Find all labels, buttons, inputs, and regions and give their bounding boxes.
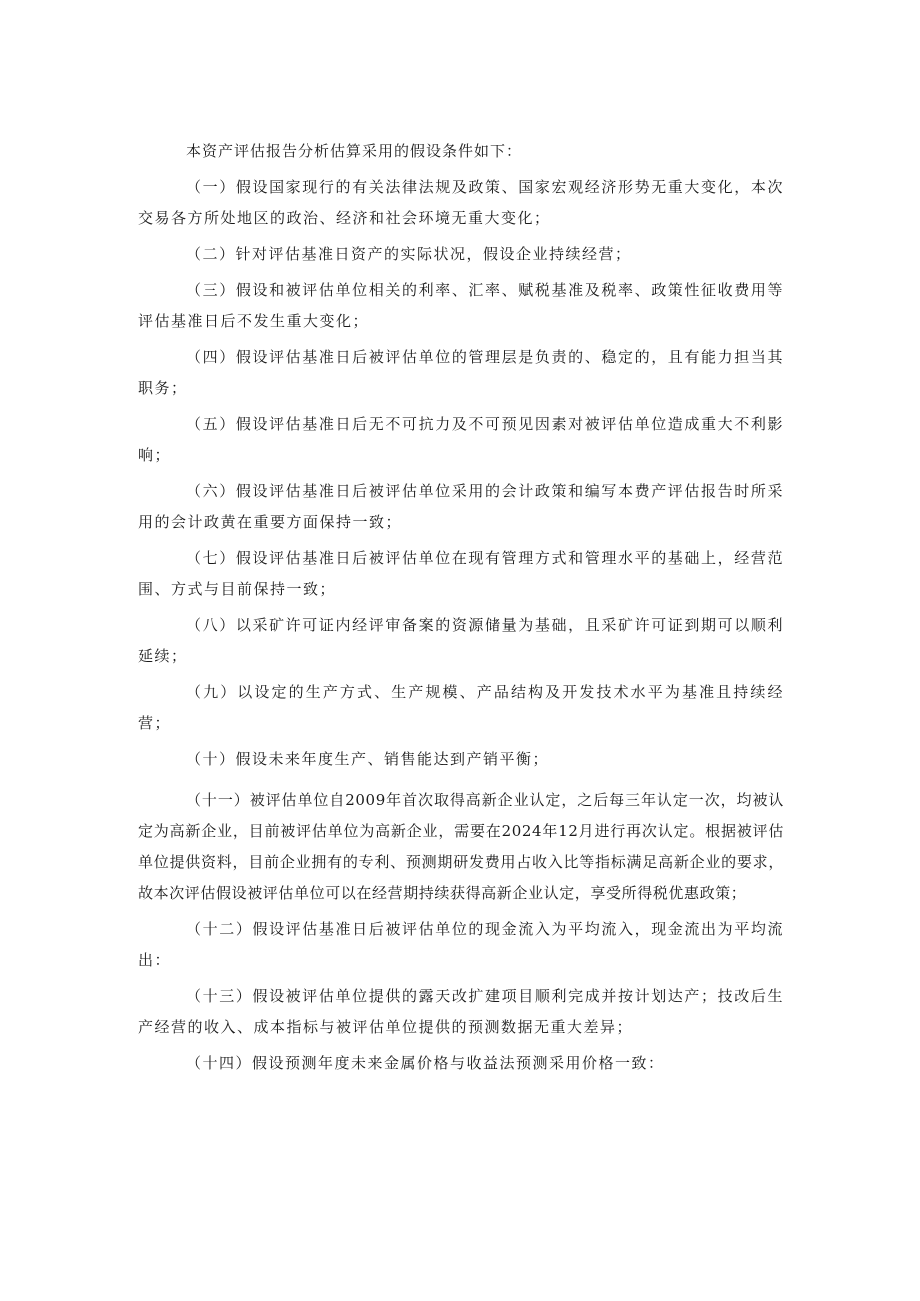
assumption-clause-5: （五）假设评估基准日后无不可抗力及不可预见因素对被评估单位造成重大不利影响； — [138, 415, 784, 464]
assumption-clause-3: （三）假设和被评估单位相关的利率、汇率、赋税基准及税率、政策性征收费用等评估基准日后不发生重大变化； — [138, 281, 784, 330]
assumption-clause-6: （六）假设评估基准日后被评估单位采用的会计政策和编写本费产评估报告时所采用的会计政黄在重要方面保持一致； — [138, 482, 784, 531]
assumption-clause-12: （十二）假设评估基准日后被评估单位的现金流入为平均流入，现金流出为平均流出： — [138, 920, 784, 969]
assumption-clause-10: （十）假设未来年度生产、销售能达到产销平衡； — [186, 750, 550, 768]
assumption-clause-14: （十四）假设预测年度未来金属价格与收益法预测采用价格一致： — [186, 1054, 665, 1072]
assumption-clause-2: （二）针对评估基准日资产的实际状况，假设企业持续经营； — [186, 245, 632, 263]
assumption-clause-8: （八）以采矿许可证内经评审备案的资源储量为基础，且采矿许可证到期可以顺利延续； — [138, 616, 784, 665]
assumption-clause-11: （十一）被评估单位自2009年首次取得高新企业认定，之后每三年认定一次，均被认定为高新企业，目前被评估单位为高新企业，需要在2024年12月进行再次认定。根据被评估单位提供资料，目前企业拥有的专利、预测期研发费用占收入比等指标满足高新企业的要求，故本次评估假设被评估单位可以在经营期持续获得高新企业认定，享受所得税优惠政策； — [138, 791, 784, 902]
assumption-clause-9: （九）以设定的生产方式、生产规模、产品结构及开发技术水平为基准且持续经营； — [138, 683, 784, 732]
assumption-clause-13: （十三）假设被评估单位提供的露天改扩建项目顺利完成并按计划达产；技改后生产经营的收入、成本指标与被评估单位提供的预测数据无重大差异； — [138, 987, 784, 1036]
assumption-clause-1: （一）假设国家现行的有关法律法规及政策、国家宏观经济形势无重大变化，本次交易各方所处地区的政治、经济和社会环境无重大变化； — [138, 178, 784, 227]
document-page — [138, 136, 784, 1084]
intro-paragraph: 本资产评估报告分析估算采用的假设条件如下： — [186, 142, 523, 160]
assumption-clause-4: （四）假设评估基准日后被评估单位的管理层是负责的、稳定的，且有能力担当其职务； — [138, 348, 784, 397]
assumption-clause-7: （七）假设评估基准日后被评估单位在现有管理方式和管理水平的基础上，经营范围、方式与目前保持一致； — [138, 549, 784, 598]
